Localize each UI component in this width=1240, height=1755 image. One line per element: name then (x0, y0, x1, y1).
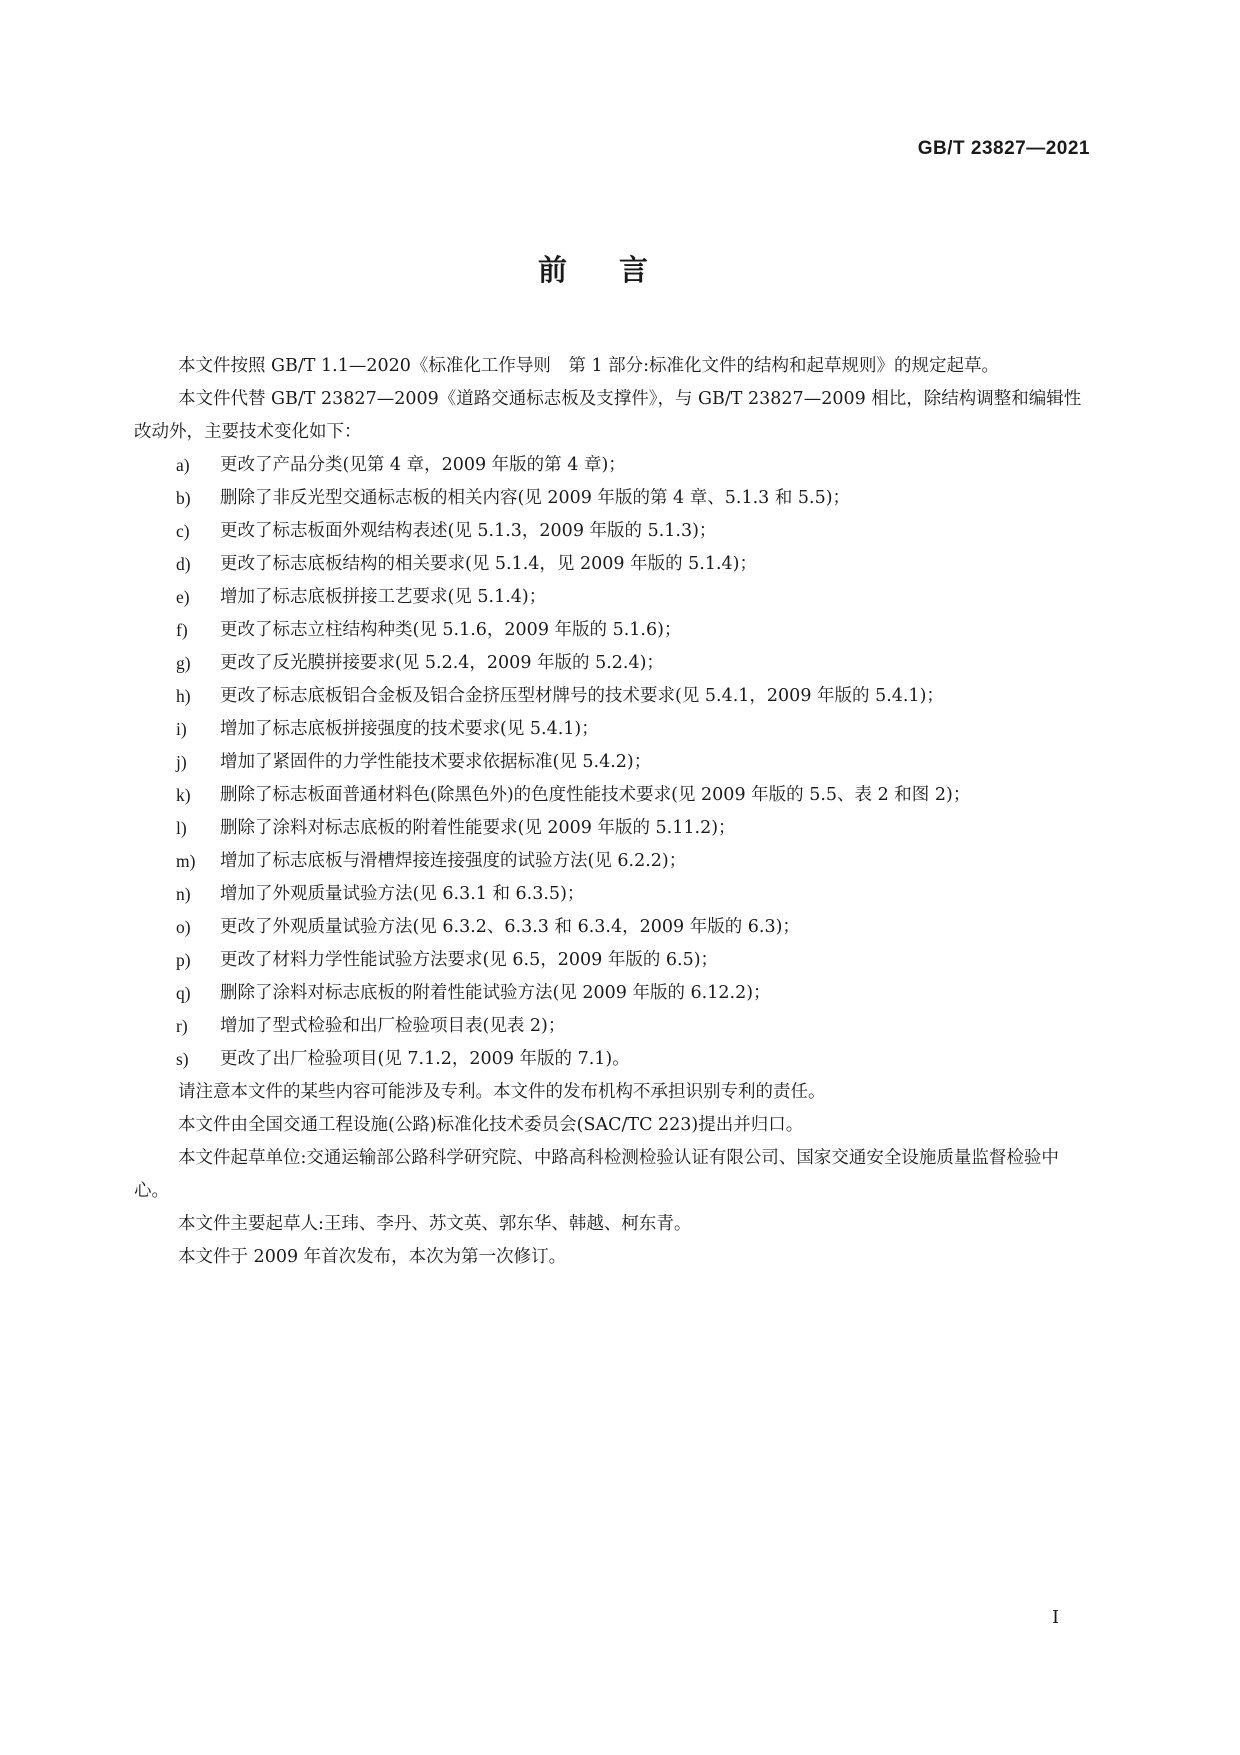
list-item-text: 增加了标志底板与滑槽焊接连接强度的试验方法(见 6.2.2)； (220, 851, 687, 871)
list-item-label: b) (176, 488, 191, 508)
list-item-text: 删除了标志板面普通材料色(除黑色外)的色度性能技术要求(见 2009 年版的 5.5、表 2 和图 2)； (220, 785, 971, 805)
list-item-label: l) (176, 818, 187, 838)
paragraph-proposer: 本文件由全国交通工程设施(公路)标准化技术委员会(SAC/TC 223)提出并归口。 (178, 1115, 804, 1135)
page-title: 前言 (537, 253, 700, 287)
list-item-label: e) (176, 587, 190, 607)
list-item (134, 548, 1092, 581)
list-item-label: k) (176, 785, 191, 805)
list-item-text: 更改了出厂检验项目(见 7.1.2，2009 年版的 7.1)。 (220, 1049, 630, 1069)
list-item-text: 删除了涂料对标志底板的附着性能试验方法(见 2009 年版的 6.12.2)； (220, 983, 771, 1003)
list-item (134, 1043, 1092, 1076)
list-item (134, 812, 1092, 845)
paragraph-drafting-rules: 本文件按照 GB/T 1.1—2020《标准化工作导则 第 1 部分:标准化文件的结构和起草规则》的规定起草。 (178, 356, 1000, 376)
list-item (134, 449, 1092, 482)
page-number: I (1052, 1607, 1060, 1628)
list-item (134, 1010, 1092, 1043)
list-item (134, 977, 1092, 1010)
paragraph-history: 本文件于 2009 年首次发布，本次为第一次修订。 (178, 1247, 567, 1267)
list-item (134, 911, 1092, 944)
list-item-label: g) (176, 653, 191, 673)
paragraph-replacement: 本文件代替 GB/T 23827—2009《道路交通标志板及支撑件》，与 GB/T 23827—2009 相比，除结构调整和编辑性改动外，主要技术变化如下： (134, 389, 1082, 442)
list-item (134, 845, 1092, 878)
list-item-label: h) (176, 686, 191, 706)
list-item-label: a) (176, 455, 190, 475)
list-item (134, 581, 1092, 614)
list-item-label: s) (176, 1049, 189, 1069)
list-item (134, 482, 1092, 515)
list-item-text: 更改了产品分类(见第 4 章，2009 年版的第 4 章)； (220, 455, 626, 475)
list-item-label: o) (176, 917, 191, 937)
list-item-text: 更改了标志底板结构的相关要求(见 5.1.4，见 2009 年版的 5.1.4)； (220, 554, 757, 574)
list-item (134, 779, 1092, 812)
list-item-label: f) (176, 620, 188, 640)
paragraph-drafting-units: 本文件起草单位:交通运输部公路科学研究院、中路高科检测检验认证有限公司、国家交通安全设施质量监督检验中心。 (134, 1148, 1059, 1201)
standard-code: GB/T 23827—2021 (917, 138, 1090, 159)
list-item (134, 713, 1092, 746)
paragraph-drafters: 本文件主要起草人:王玮、李丹、苏文英、郭东华、韩越、柯东青。 (178, 1214, 692, 1234)
list-item (134, 680, 1092, 713)
list-item-text: 更改了材料力学性能试验方法要求(见 6.5，2009 年版的 6.5)； (220, 950, 719, 970)
list-item-label: n) (176, 884, 191, 904)
list-item (134, 614, 1092, 647)
list-item-text: 增加了型式检验和出厂检验项目表(见表 2)； (220, 1016, 566, 1036)
change-list (134, 449, 1092, 1076)
list-item (134, 878, 1092, 911)
list-item-label: q) (176, 983, 191, 1003)
list-item-text: 增加了标志底板拼接强度的技术要求(见 5.4.1)； (220, 719, 599, 739)
list-item-text: 更改了标志立柱结构种类(见 5.1.6，2009 年版的 5.1.6)； (220, 620, 682, 640)
list-item (134, 515, 1092, 548)
list-item-text: 增加了标志底板拼接工艺要求(见 5.1.4)； (220, 587, 547, 607)
list-item-text: 删除了非反光型交通标志板的相关内容(见 2009 年版的第 4 章、5.1.3 和 5.5)； (220, 488, 851, 508)
list-item-text: 增加了外观质量试验方法(见 6.3.1 和 6.3.5)； (220, 884, 585, 904)
list-item-label: r) (176, 1016, 188, 1036)
list-item-label: d) (176, 554, 191, 574)
list-item-text: 删除了涂料对标志底板的附着性能要求(见 2009 年版的 5.11.2)； (220, 818, 736, 838)
paragraph-patent-notice: 请注意本文件的某些内容可能涉及专利。本文件的发布机构不承担识别专利的责任。 (178, 1082, 826, 1102)
document-body (134, 350, 1092, 1274)
list-item (134, 944, 1092, 977)
list-item-label: p) (176, 950, 191, 970)
list-item-text: 更改了标志底板铝合金板及铝合金挤压型材牌号的技术要求(见 5.4.1，2009 年版的 5.4.1)； (220, 686, 944, 706)
list-item (134, 746, 1092, 779)
list-item-label: m) (176, 851, 196, 871)
list-item-label: i) (176, 719, 187, 739)
list-item-text: 更改了反光膜拼接要求(见 5.2.4，2009 年版的 5.2.4)； (220, 653, 664, 673)
list-item-text: 更改了标志板面外观结构表述(见 5.1.3，2009 年版的 5.1.3)； (220, 521, 717, 541)
list-item-label: j) (176, 752, 187, 772)
list-item-text: 增加了紧固件的力学性能技术要求依据标准(见 5.4.2)； (220, 752, 652, 772)
list-item (134, 647, 1092, 680)
list-item-text: 更改了外观质量试验方法(见 6.3.2、6.3.3 和 6.3.4，2009 年版的 6.3)； (220, 917, 800, 937)
list-item-label: c) (176, 521, 190, 541)
